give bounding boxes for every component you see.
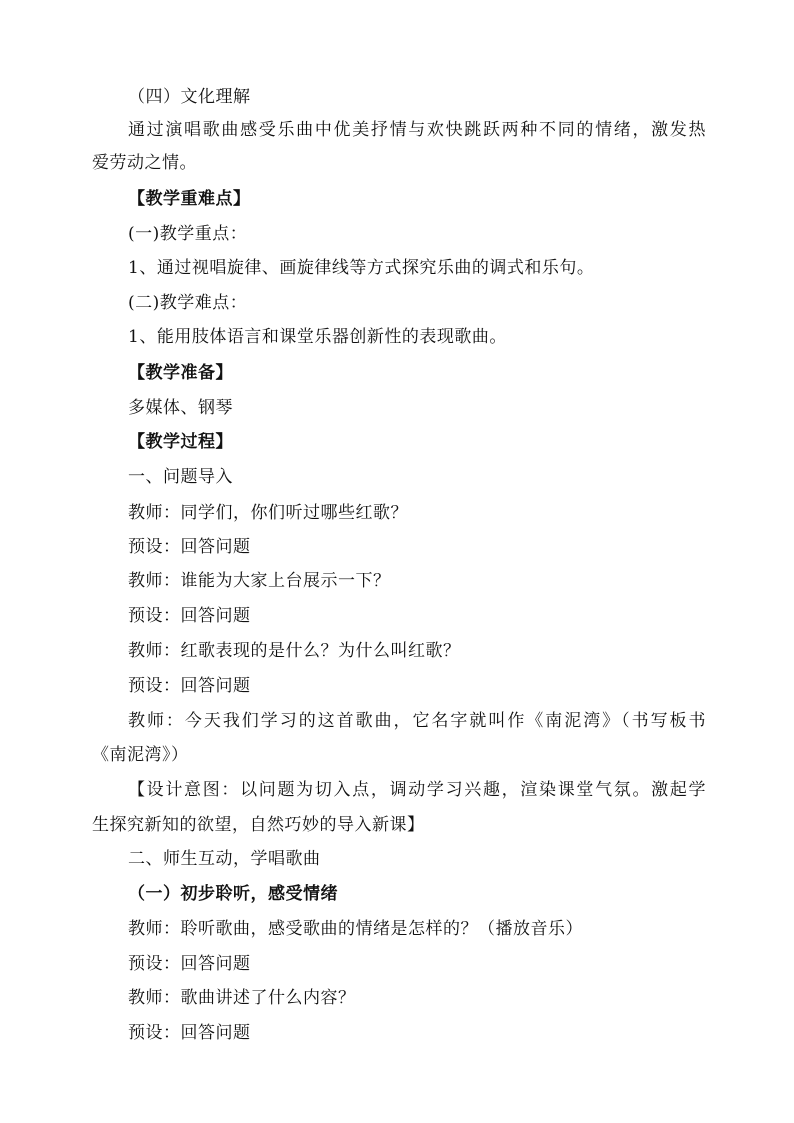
- paragraph-line: 预设：回答问题: [128, 537, 251, 557]
- section-heading-culture: （四）文化理解: [128, 87, 251, 107]
- heading-preparation: 【教学准备】: [128, 363, 233, 383]
- paragraph-line: 教师：谁能为大家上台展示一下？: [128, 571, 391, 591]
- paragraph-line: 教师：同学们，你们听过哪些红歌？: [128, 503, 408, 523]
- subheading-difficult-points: (二)教学难点：: [128, 293, 248, 313]
- paragraph-line: 爱劳动之情。: [92, 153, 197, 173]
- design-intent-line: 生探究新知的欲望，自然巧妙的导入新课】: [92, 815, 425, 835]
- paragraph-line: 1、能用肢体语言和课堂乐器创新性的表现歌曲。: [128, 327, 507, 347]
- design-intent-line: 【设计意图：以问题为切入点，调动学习兴趣，渲染课堂气氛。激起学: [128, 780, 706, 800]
- paragraph-line: 教师：今天我们学习的这首歌曲，它名字就叫作《南泥湾》（书写板书: [128, 711, 706, 731]
- paragraph-line: 预设：回答问题: [128, 676, 251, 696]
- paragraph-line: 1、通过视唱旋律、画旋律线等方式探究乐曲的调式和乐句。: [128, 258, 595, 278]
- heading-process: 【教学过程】: [128, 432, 233, 452]
- paragraph-line: 多媒体、钢琴: [128, 398, 233, 418]
- subheading-first-listening: （一）初步聆听，感受情绪: [128, 884, 338, 904]
- subheading-key-points: (一)教学重点：: [128, 224, 248, 244]
- paragraph-line: 教师：红歌表现的是什么？为什么叫红歌？: [128, 641, 461, 661]
- paragraph-line: 预设：回答问题: [128, 606, 251, 626]
- paragraph-line: 预设：回答问题: [128, 954, 251, 974]
- heading-key-difficult-points: 【教学重难点】: [128, 189, 251, 209]
- paragraph-line: 教师：聆听歌曲，感受歌曲的情绪是怎样的？（播放音乐）: [128, 919, 583, 939]
- paragraph-line: 预设：回答问题: [128, 1023, 251, 1043]
- paragraph-line: 教师：歌曲讲述了什么内容？: [128, 988, 356, 1008]
- subheading-question-intro: 一、问题导入: [128, 467, 233, 487]
- paragraph-line: 《南泥湾》）: [92, 745, 189, 765]
- subheading-interaction: 二、师生互动，学唱歌曲: [128, 849, 321, 869]
- paragraph-line: 通过演唱歌曲感受乐曲中优美抒情与欢快跳跃两种不同的情绪，激发热: [128, 120, 706, 140]
